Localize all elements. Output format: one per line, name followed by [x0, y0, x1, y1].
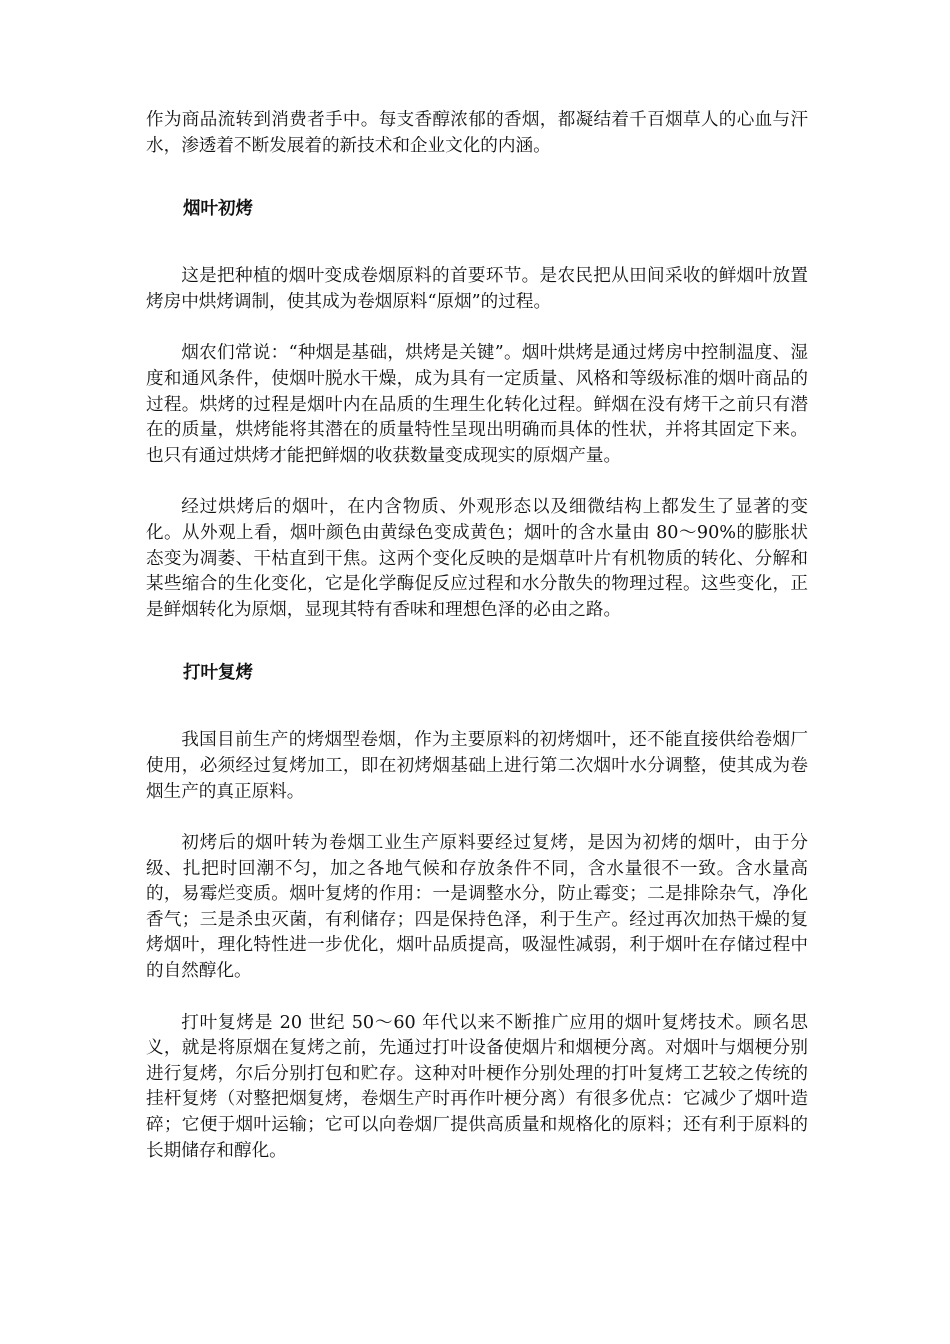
paragraph: 初烤后的烟叶转为卷烟工业生产原料要经过复烤，是因为初烤的烟叶，由于分级、扎把时回潮不匀，加之各地气候和存放条件不同，含水量很不一致。含水量高的，易霉烂变质。烟叶复烤的作用：一是调整水分，防止霉变；二是排除杂气，净化香气；三是杀虫灭菌，有利储存；四是保持色泽，利于生产。经过再次加热干燥的复烤烟叶，理化特性进一步优化，烟叶品质提高，吸湿性减弱，利于烟叶在存储过程中的自然醇化。	[146, 833, 808, 982]
spacer	[146, 469, 808, 495]
spacer	[146, 985, 808, 1011]
spacer	[146, 805, 808, 831]
document-page	[146, 108, 808, 1164]
paragraph: 我国目前生产的烤烟型卷烟，作为主要原料的初烤烟叶，还不能直接供给卷烟厂使用，必须经过复烤加工，即在初烤烟基础上进行第二次烟叶水分调整，使其成为卷烟生产的真正原料。	[146, 730, 808, 802]
spacer	[146, 623, 808, 661]
paragraph: 经过烘烤后的烟叶，在内含物质、外观形态以及细微结构上都发生了显著的变化。从外观上看，烟叶颜色由黄绿色变成黄色；烟叶的含水量由 80～90%的膨胀状态变为凋萎、干枯直到干焦。这两个变化反映的是烟草叶片有机物质的转化、分解和某些缩合的生化变化，它是化学酶促反应过程和水分散失的物理过程。这些变化，正是鲜烟转化为原烟，显现其特有香味和理想色泽的必由之路。	[146, 497, 808, 620]
paragraph: 烟农们常说：“种烟是基础，烘烤是关键”。烟叶烘烤是通过烤房中控制温度、湿度和通风条件，使烟叶脱水干燥，成为具有一定质量、风格和等级标准的烟叶商品的过程。烘烤的过程是烟叶内在品质的生理生化转化过程。鲜烟在没有烤干之前只有潜在的质量，烘烤能将其潜在的质量特性呈现出明确而具体的性状，并将其固定下来。也只有通过烘烤才能把鲜烟的收获数量变成现实的原烟产量。	[146, 343, 808, 466]
spacer	[146, 686, 808, 728]
intro-paragraph: 作为商品流转到消费者手中。每支香醇浓郁的香烟，都凝结着千百烟草人的心血与汗水，渗透着不断发展着的新技术和企业文化的内涵。	[146, 110, 808, 156]
paragraph: 打叶复烤是 20 世纪 50～60 年代以来不断推广应用的烟叶复烤技术。顾名思义，就是将原烟在复烤之前，先通过打叶设备使烟片和烟梗分离。对烟叶与烟梗分别进行复烤，尔后分别打包和贮存。这种对叶梗作分别处理的打叶复烤工艺较之传统的挂杆复烤（对整把烟复烤，卷烟生产时再作叶梗分离）有很多优点：它减少了烟叶造碎；它便于烟叶运输；它可以向卷烟厂提供高质量和规格化的原料；还有利于原料的长期储存和醇化。	[146, 1012, 808, 1161]
spacer	[146, 159, 808, 197]
section-heading-initial-curing: 烟叶初烤	[183, 199, 253, 220]
section-heading-threshing-redrying: 打叶复烤	[183, 663, 253, 684]
spacer	[146, 315, 808, 341]
paragraph: 这是把种植的烟叶变成卷烟原料的首要环节。是农民把从田间采收的鲜烟叶放置烤房中烘烤调制，使其成为卷烟原料“原烟”的过程。	[146, 266, 808, 312]
spacer	[146, 222, 808, 264]
